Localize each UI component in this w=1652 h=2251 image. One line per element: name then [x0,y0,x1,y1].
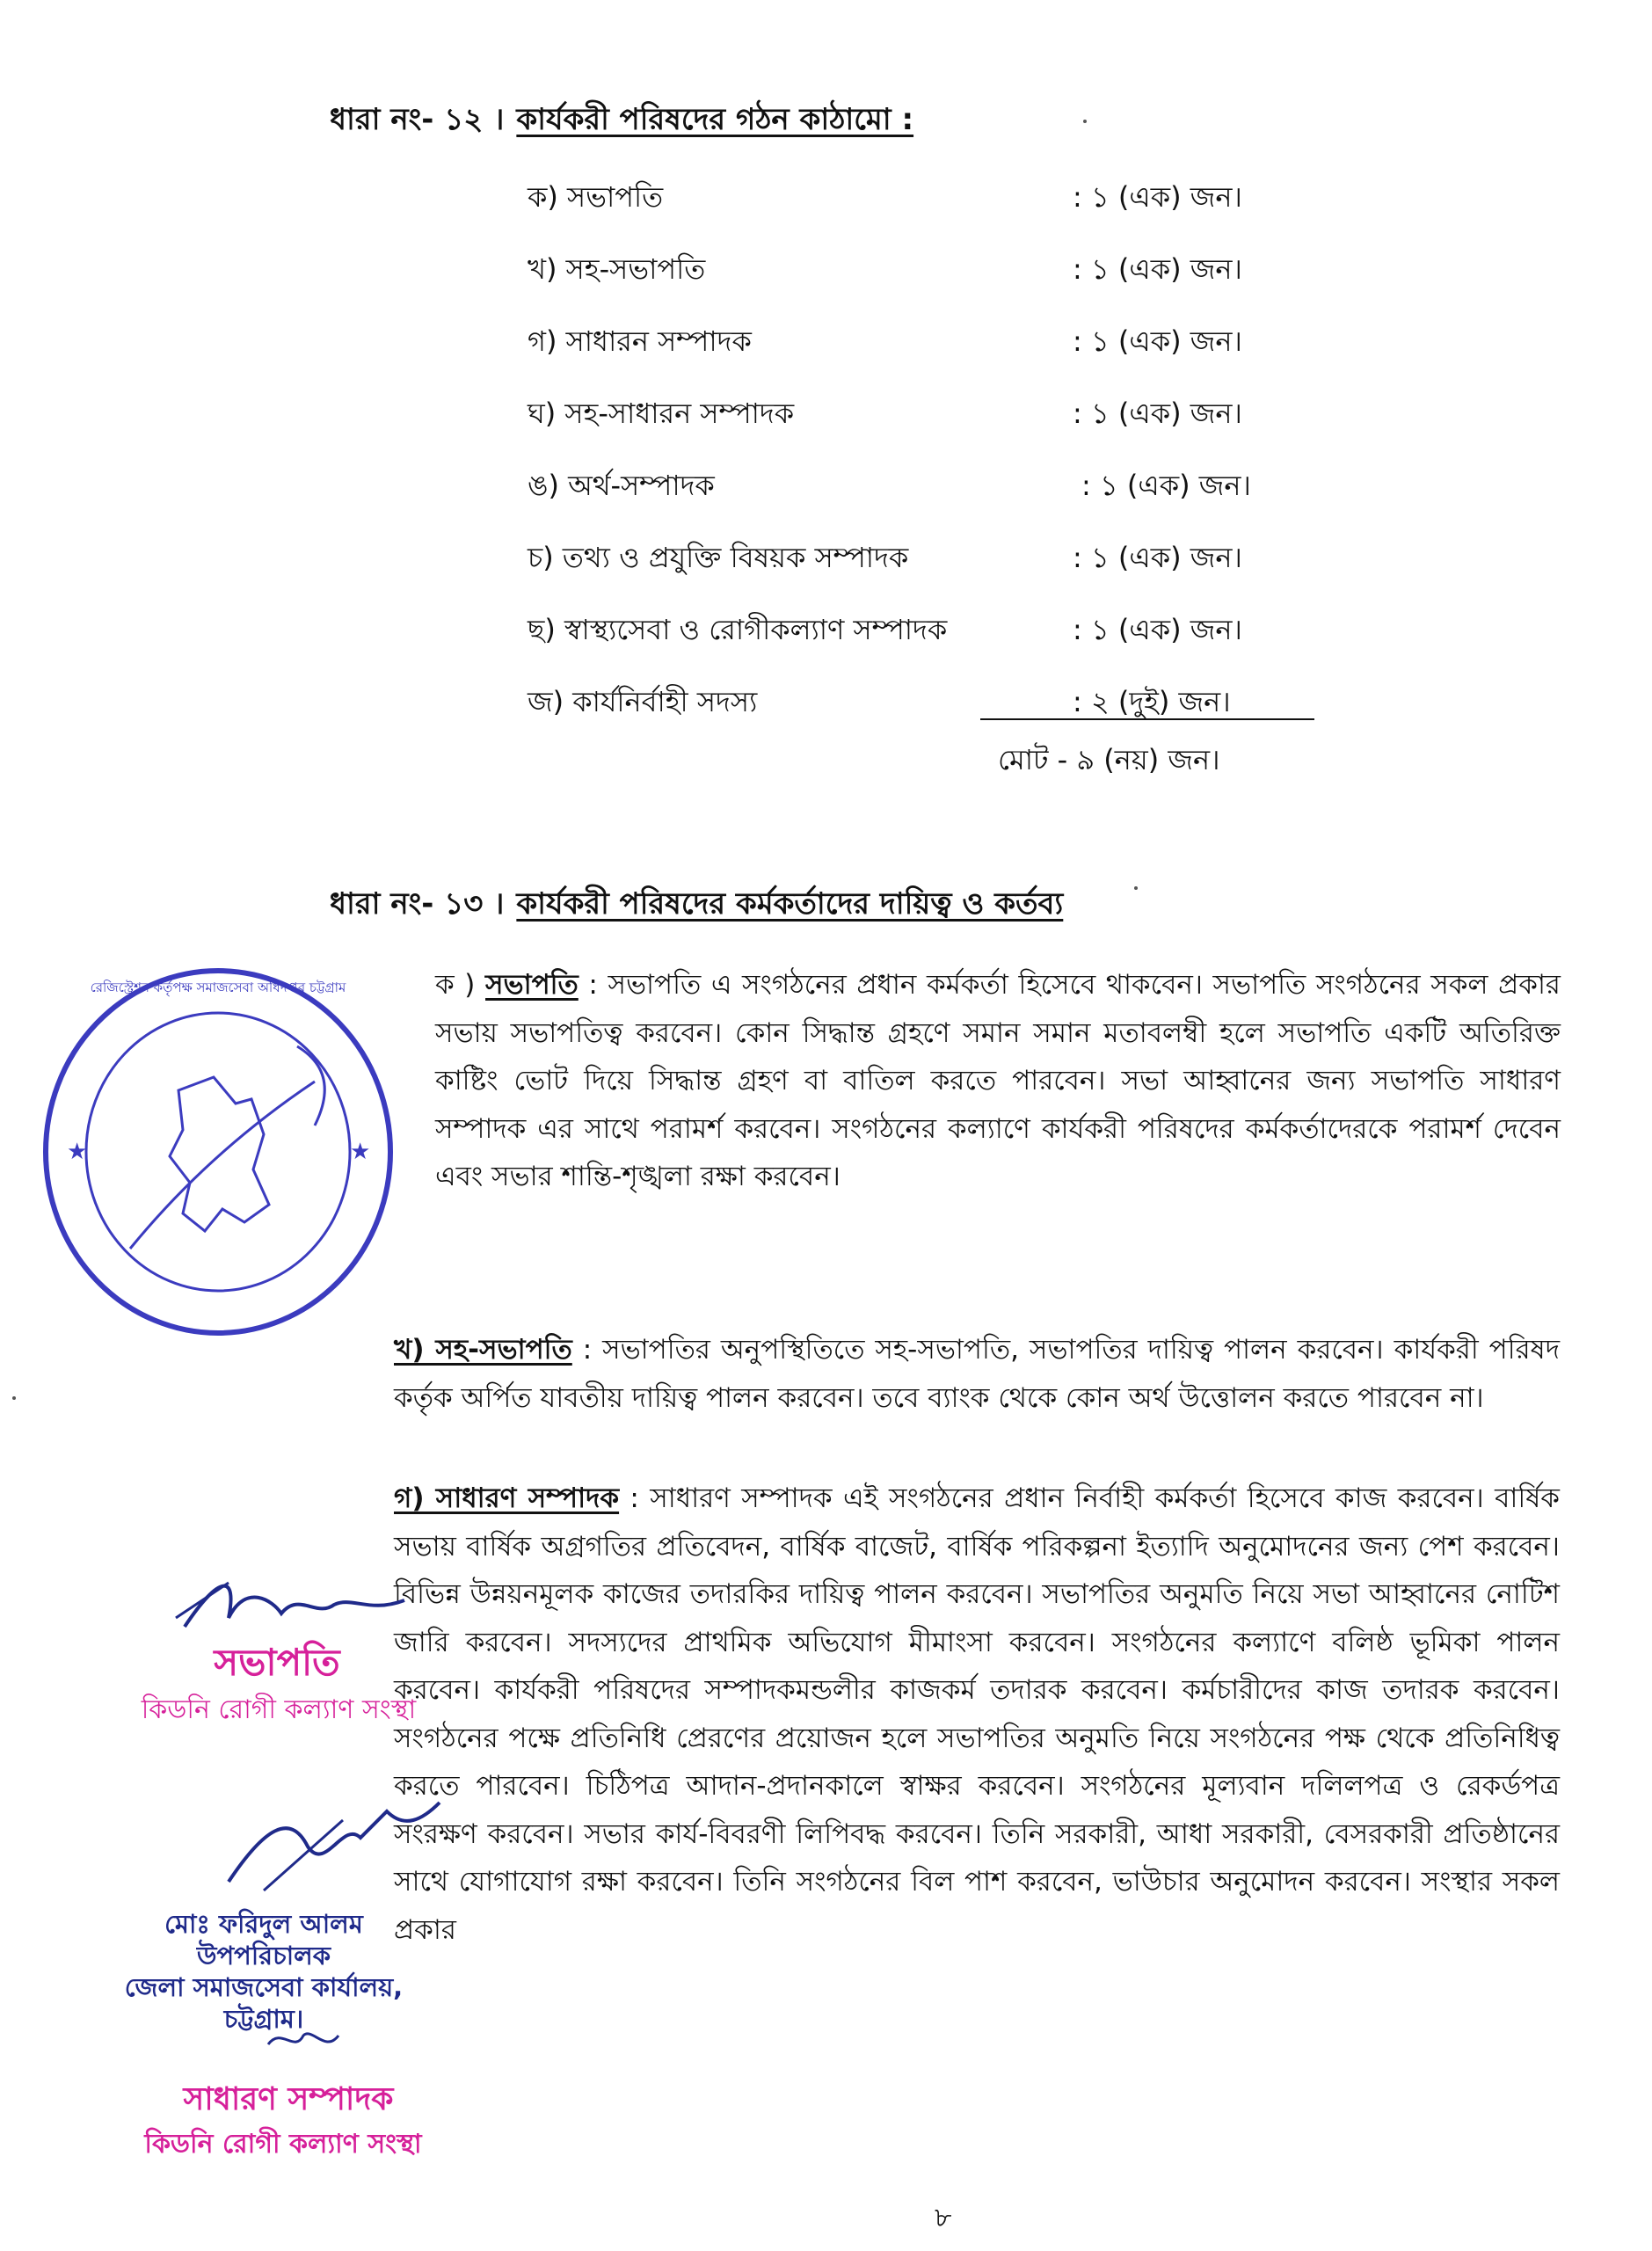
section-13-title: কার্যকরী পরিষদের কর্মকর্তাদের দায়িত্ব ও কর্তব্য [516,886,1064,922]
seal-star-icon: ★ [350,1139,371,1165]
duty-president-prefix: ক ) [435,969,486,1001]
section-13-heading [330,883,1063,925]
structure-role: গ) সাধারন সম্পাদক [528,324,752,358]
president-stamp-org: কিডনি রোগী কল্যাণ সংস্থা [141,1694,417,1725]
structure-count: : ১ (এক) জন। [1081,469,1251,502]
duty-president [435,961,1561,1201]
duty-president-term: সভাপতি [485,969,579,1001]
structure-count: : ১ (এক) জন। [1073,180,1242,214]
duty-general-secretary-body: : সাধারণ সম্পাদক এই সংগঠনের প্রধান নির্বাহী কর্মকর্তা হিসেবে কাজ করবেন। বার্ষিক সভায় বার্ষিক অগ্রগতির প্রতিবেদন, বার্ষিক বাজেট, বার্ষিক পরিকল্পনা ইত্যাদি অনুমোদনের জন্য পেশ করবেন। বিভিন্ন উন্নয়নমূলক কাজের তদারকির দায়িত্ব পালন করবেন। সভাপতির অনুমতি নিয়ে সভা আহ্বানের নোটিশ জারি করবেন। সদস্যদের প্রাথমিক অভিযোগ মীমাংসা করবেন। সংগঠনের কল্যাণে বলিষ্ঠ ভূমিকা পালন করবেন। কার্যকরী পরিষদের সম্পাদকমন্ডলীর কাজকর্ম তদারক করবেন। কর্মচারীদের কাজ তদারক করবেন। সংগঠনের পক্ষে প্রতিনিধি প্রেরণের প্রয়োজন হলে সভাপতির অনুমতি নিয়ে সংগঠনের পক্ষ থেকে প্রতিনিধিত্ব করতে পারবেন। চিঠিপত্র আদান-প্রদানকালে স্বাক্ষর করবেন। সংগঠনের মূল্যবান দলিলপত্র ও রেকর্ডপত্র সংরক্ষণ করবেন। সভার কার্য-বিবরণী লিপিবদ্ধ করবেন। তিনি সরকারী, আধা সরকারী, বেসরকারী প্রতিষ্ঠানের সাথে যোগাযোগ রক্ষা করবেন। তিনি সংগঠনের বিল পাশ করবেন, ভাউচার অনুমোদন করবেন। সংস্থার সকল প্রকার [394,1482,1560,1946]
duty-general-secretary-term: গ) সাধারণ সম্পাদক [394,1482,620,1514]
duty-vice-president-term: খ) সহ-সভাপতি [394,1334,572,1366]
seal-graphic [33,958,403,1345]
structure-role: ক) সভাপতি [528,180,664,214]
duty-general-secretary [394,1475,1560,1954]
structure-role: চ) তথ্য ও প্রযুক্তি বিষয়ক সম্পাদক [528,541,909,574]
duty-president-body: : সভাপতি এ সংগঠনের প্রধান কর্মকর্তা হিসেবে থাকবেন। সভাপতি সংগঠনের সকল প্রকার সভায় সভাপতিত্ব করবেন। কোন সিদ্ধান্ত গ্রহণে সমান সমান মতাবলম্বী হলে সভাপতি একটি অতিরিক্ত কাষ্টিং ভোট দিয়ে সিদ্ধান্ত গ্রহণ বা বাতিল করতে পারবেন। সভা আহ্বানের জন্য সভাপতি সাধারণ সম্পাদক এর সাথে পরামর্শ করবেন। সংগঠনের কল্যাণে কার্যকরী পরিষদের কর্মকর্তাদেরকে পরামর্শ দেবেন এবং সভার শান্তি-শৃঙ্খলা রক্ষা করবেন। [435,969,1561,1192]
structure-role: ছ) স্বাস্থ্যসেবা ও রোগীকল্যাণ সম্পাদক [528,613,948,646]
page-number: ৮ [935,2203,952,2233]
structure-count: : ২ (দুই) জন। [1073,685,1231,718]
structure-role: জ) কার্যনির্বাহী সদস্য [528,685,758,718]
stray-mark [12,1396,16,1400]
officer-office: জেলা সমাজসেবা কার্যালয়, [124,1972,404,2002]
seal-star-icon: ★ [67,1139,88,1165]
structure-count: : ১ (এক) জন। [1073,397,1242,430]
officer-initials [264,2022,343,2058]
president-signature [167,1565,431,1644]
seal-text: রেজিস্ট্রেশন কর্তৃপক্ষ সমাজসেবা অধিদপ্তর চট্টগ্রাম [90,980,346,995]
section-13-number: ধারা নং- ১৩ । [330,886,505,922]
structure-count: : ১ (এক) জন। [1073,613,1242,646]
officer-district: চট্টগ্রাম। [223,2004,304,2034]
section-12-heading [330,98,913,141]
structure-role: ঘ) সহ-সাধারন সম্পাদক [528,397,795,430]
section-12-title: কার্যকরী পরিষদের গঠন কাঠামো : [516,102,914,137]
section-12-number: ধারা নং- ১২ । [330,102,505,137]
stray-mark [1083,120,1087,123]
registration-seal [33,958,403,1345]
duty-vice-president-body: : সভাপতির অনুপস্থিতিতে সহ-সভাপতি, সভাপতির দায়িত্ব পালন করবেন। কার্যকরী পরিষদ কর্তৃক অর্পিত যাবতীয় দায়িত্ব পালন করবেন। তবে ব্যাংক থেকে কোন অর্থ উত্তোলন করতে পারবেন না। [394,1334,1560,1414]
officer-stamp [106,1908,422,2035]
president-stamp-title: সভাপতি [214,1641,340,1684]
structure-role: খ) সহ-সভাপতি [528,252,706,286]
officer-designation: উপপরিচালক [196,1941,331,1971]
stray-mark [1134,886,1138,890]
structure-role: ঙ) অর্থ-সম্পাদক [528,469,715,502]
structure-count: : ১ (এক) জন। [1073,541,1242,574]
duty-vice-president [394,1326,1560,1422]
general-secretary-stamp-title: সাধারণ সম্পাদক [183,2081,394,2117]
total-divider [980,718,1314,720]
general-secretary-stamp-org: কিডনি রোগী কল্যাণ সংস্থা [144,2129,422,2160]
officer-signature [211,1794,457,1899]
officer-name: মোঃ ফরিদুল আলম [164,1909,363,1939]
structure-count: : ১ (এক) জন। [1073,252,1242,286]
structure-count: : ১ (এক) জন। [1073,324,1242,358]
structure-total: মোট - ৯ (নয়) জন। [998,743,1220,776]
